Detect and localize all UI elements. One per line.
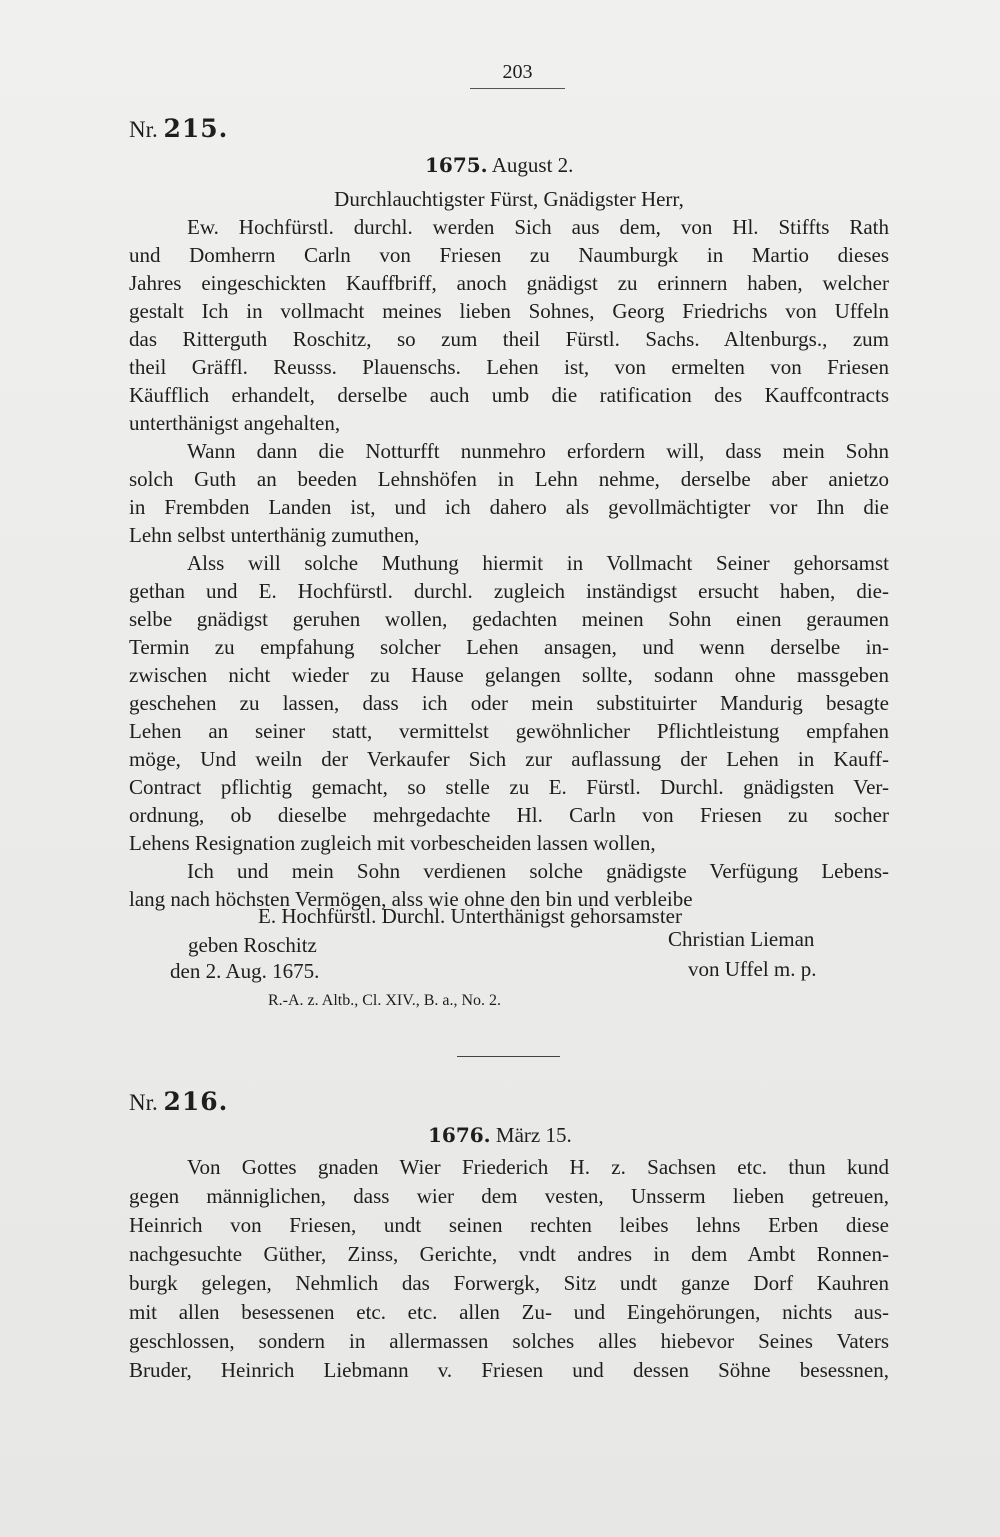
signer-title: von Uffel m. p. [688, 957, 817, 981]
text-line: theil Gräffl. Reusss. Plauenschs. Lehen ist, von ermelten von Friesen [129, 355, 889, 379]
entry-number: 216. [163, 1087, 229, 1116]
text-line: das Ritterguth Roschitz, so zum theil Fürstl. Sachs. Altenburgs., zum [129, 327, 889, 351]
text-line: zwischen nicht wieder zu Hause gelangen sollte, sodann ohne massgeben [129, 663, 889, 687]
letter-place: geben Roschitz [188, 933, 317, 957]
text-line: und Domherrn Carln von Friesen zu Naumburgk in Martio dieses [129, 243, 889, 267]
text-line: Lehen an seiner statt, vermittelst gewöhnlicher Pflichtleistung empfahen [129, 719, 889, 743]
text-line: lang nach höchsten Vermögen, alss wie ohne den bin und verbleibe [129, 887, 693, 911]
entry-date-year: 1675. [425, 153, 488, 177]
entry-date [428, 1122, 572, 1148]
text-line: unterthänigst angehalten, [129, 411, 341, 435]
text-line: Jahres eingeschickten Kauffbriff, anoch gnädigst zu erinnern haben, welcher [129, 271, 889, 295]
text-line: gestalt Ich in vollmacht meines lieben Sohnes, Georg Friedrichs von Uffeln [129, 299, 889, 323]
text-line: geschlossen, sondern in allermassen solches alles hiebevor Seines Vaters [129, 1329, 889, 1353]
entry-number: 215. [163, 114, 229, 143]
entry-date [425, 152, 573, 178]
text-line: Contract pflichtig gemacht, so stelle zu E. Fürstl. Durchl. gnädigsten Ver- [129, 775, 889, 799]
entry-date-day: März 15. [495, 1123, 572, 1147]
letter-salutation: Durchlauchtigster Fürst, Gnädigster Herr, [334, 187, 684, 211]
letter-date: den 2. Aug. 1675. [170, 959, 320, 983]
text-line: ordnung, ob dieselbe mehrgedachte Hl. Carln von Friesen zu socher [129, 803, 889, 827]
text-line: solch Guth an beeden Lehnshöfen in Lehn nehme, derselbe aber anietzo [129, 467, 889, 491]
text-line: Termin zu empfahung solcher Lehen ansagen, und wenn derselbe in- [129, 635, 889, 659]
source-reference: R.-A. z. Altb., Cl. XIV., B. a., No. 2. [268, 992, 502, 1009]
text-line: gegen männiglichen, dass wier dem vesten, Unsserm lieben getreuen, [129, 1184, 889, 1208]
text-line: Ich und mein Sohn verdienen solche gnädigste Verfügung Lebens- [187, 859, 889, 883]
text-line: Ew. Hochfürstl. durchl. werden Sich aus dem, von Hl. Stiffts Rath [187, 215, 889, 239]
text-line: möge, Und weiln der Verkaufer Sich zur auflassung der Lehen in Kauff- [129, 747, 889, 771]
text-line: Bruder, Heinrich Liebmann v. Friesen und dessen Söhne besessnen, [129, 1358, 889, 1382]
text-line: nachgesuchte Güther, Zinss, Gerichte, vndt andres in dem Ambt Ronnen- [129, 1242, 889, 1266]
text-line: Lehn selbst unterthänig zumuthen, [129, 523, 420, 547]
entry-label: Nr. [129, 117, 158, 142]
text-line: Käufflich erhandelt, derselbe auch umb die ratification des Kauffcontracts [129, 383, 889, 407]
text-line: gethan und E. Hochfürstl. durchl. zugleich inständigst ersucht haben, die- [129, 579, 889, 603]
text-line: Lehens Resignation zugleich mit vorbescheiden lassen wollen, [129, 831, 656, 855]
text-line: Wann dann die Notturfft nunmehro erfordern will, dass mein Sohn [187, 439, 889, 463]
text-line: selbe gnädigst geruhen wollen, gedachten meinen Sohn einen geraumen [129, 607, 889, 631]
text-line: Von Gottes gnaden Wier Friederich H. z. Sachsen etc. thun kund [187, 1155, 889, 1179]
entry-date-day: August 2. [491, 153, 574, 177]
text-line: Heinrich von Friesen, undt seinen rechten leibes lehns Erben diese [129, 1213, 889, 1237]
text-line: geschehen zu lassen, dass ich oder mein substituirter Mandurig besagte [129, 691, 889, 715]
letter-closing: E. Hochfürstl. Durchl. Unterthänigst gehorsamster [258, 904, 682, 928]
entry-date-year: 1676. [428, 1123, 491, 1147]
page-number: 203 [470, 60, 565, 89]
text-line: mit allen besessenen etc. etc. allen Zu- und Eingehörungen, nichts aus- [129, 1300, 889, 1324]
entry-heading [129, 115, 228, 144]
text-line: in Frembden Landen ist, und ich dahero als gevollmächtigter vor Ihn die [129, 495, 889, 519]
text-line: burgk gelegen, Nehmlich das Forwergk, Sitz undt ganze Dorf Kauhren [129, 1271, 889, 1295]
text-line: Alss will solche Muthung hiermit in Vollmacht Seiner gehorsamst [187, 551, 889, 575]
entry-label: Nr. [129, 1090, 158, 1115]
section-divider [457, 1056, 560, 1057]
signer-name: Christian Lieman [668, 927, 815, 951]
entry-heading [129, 1088, 228, 1117]
